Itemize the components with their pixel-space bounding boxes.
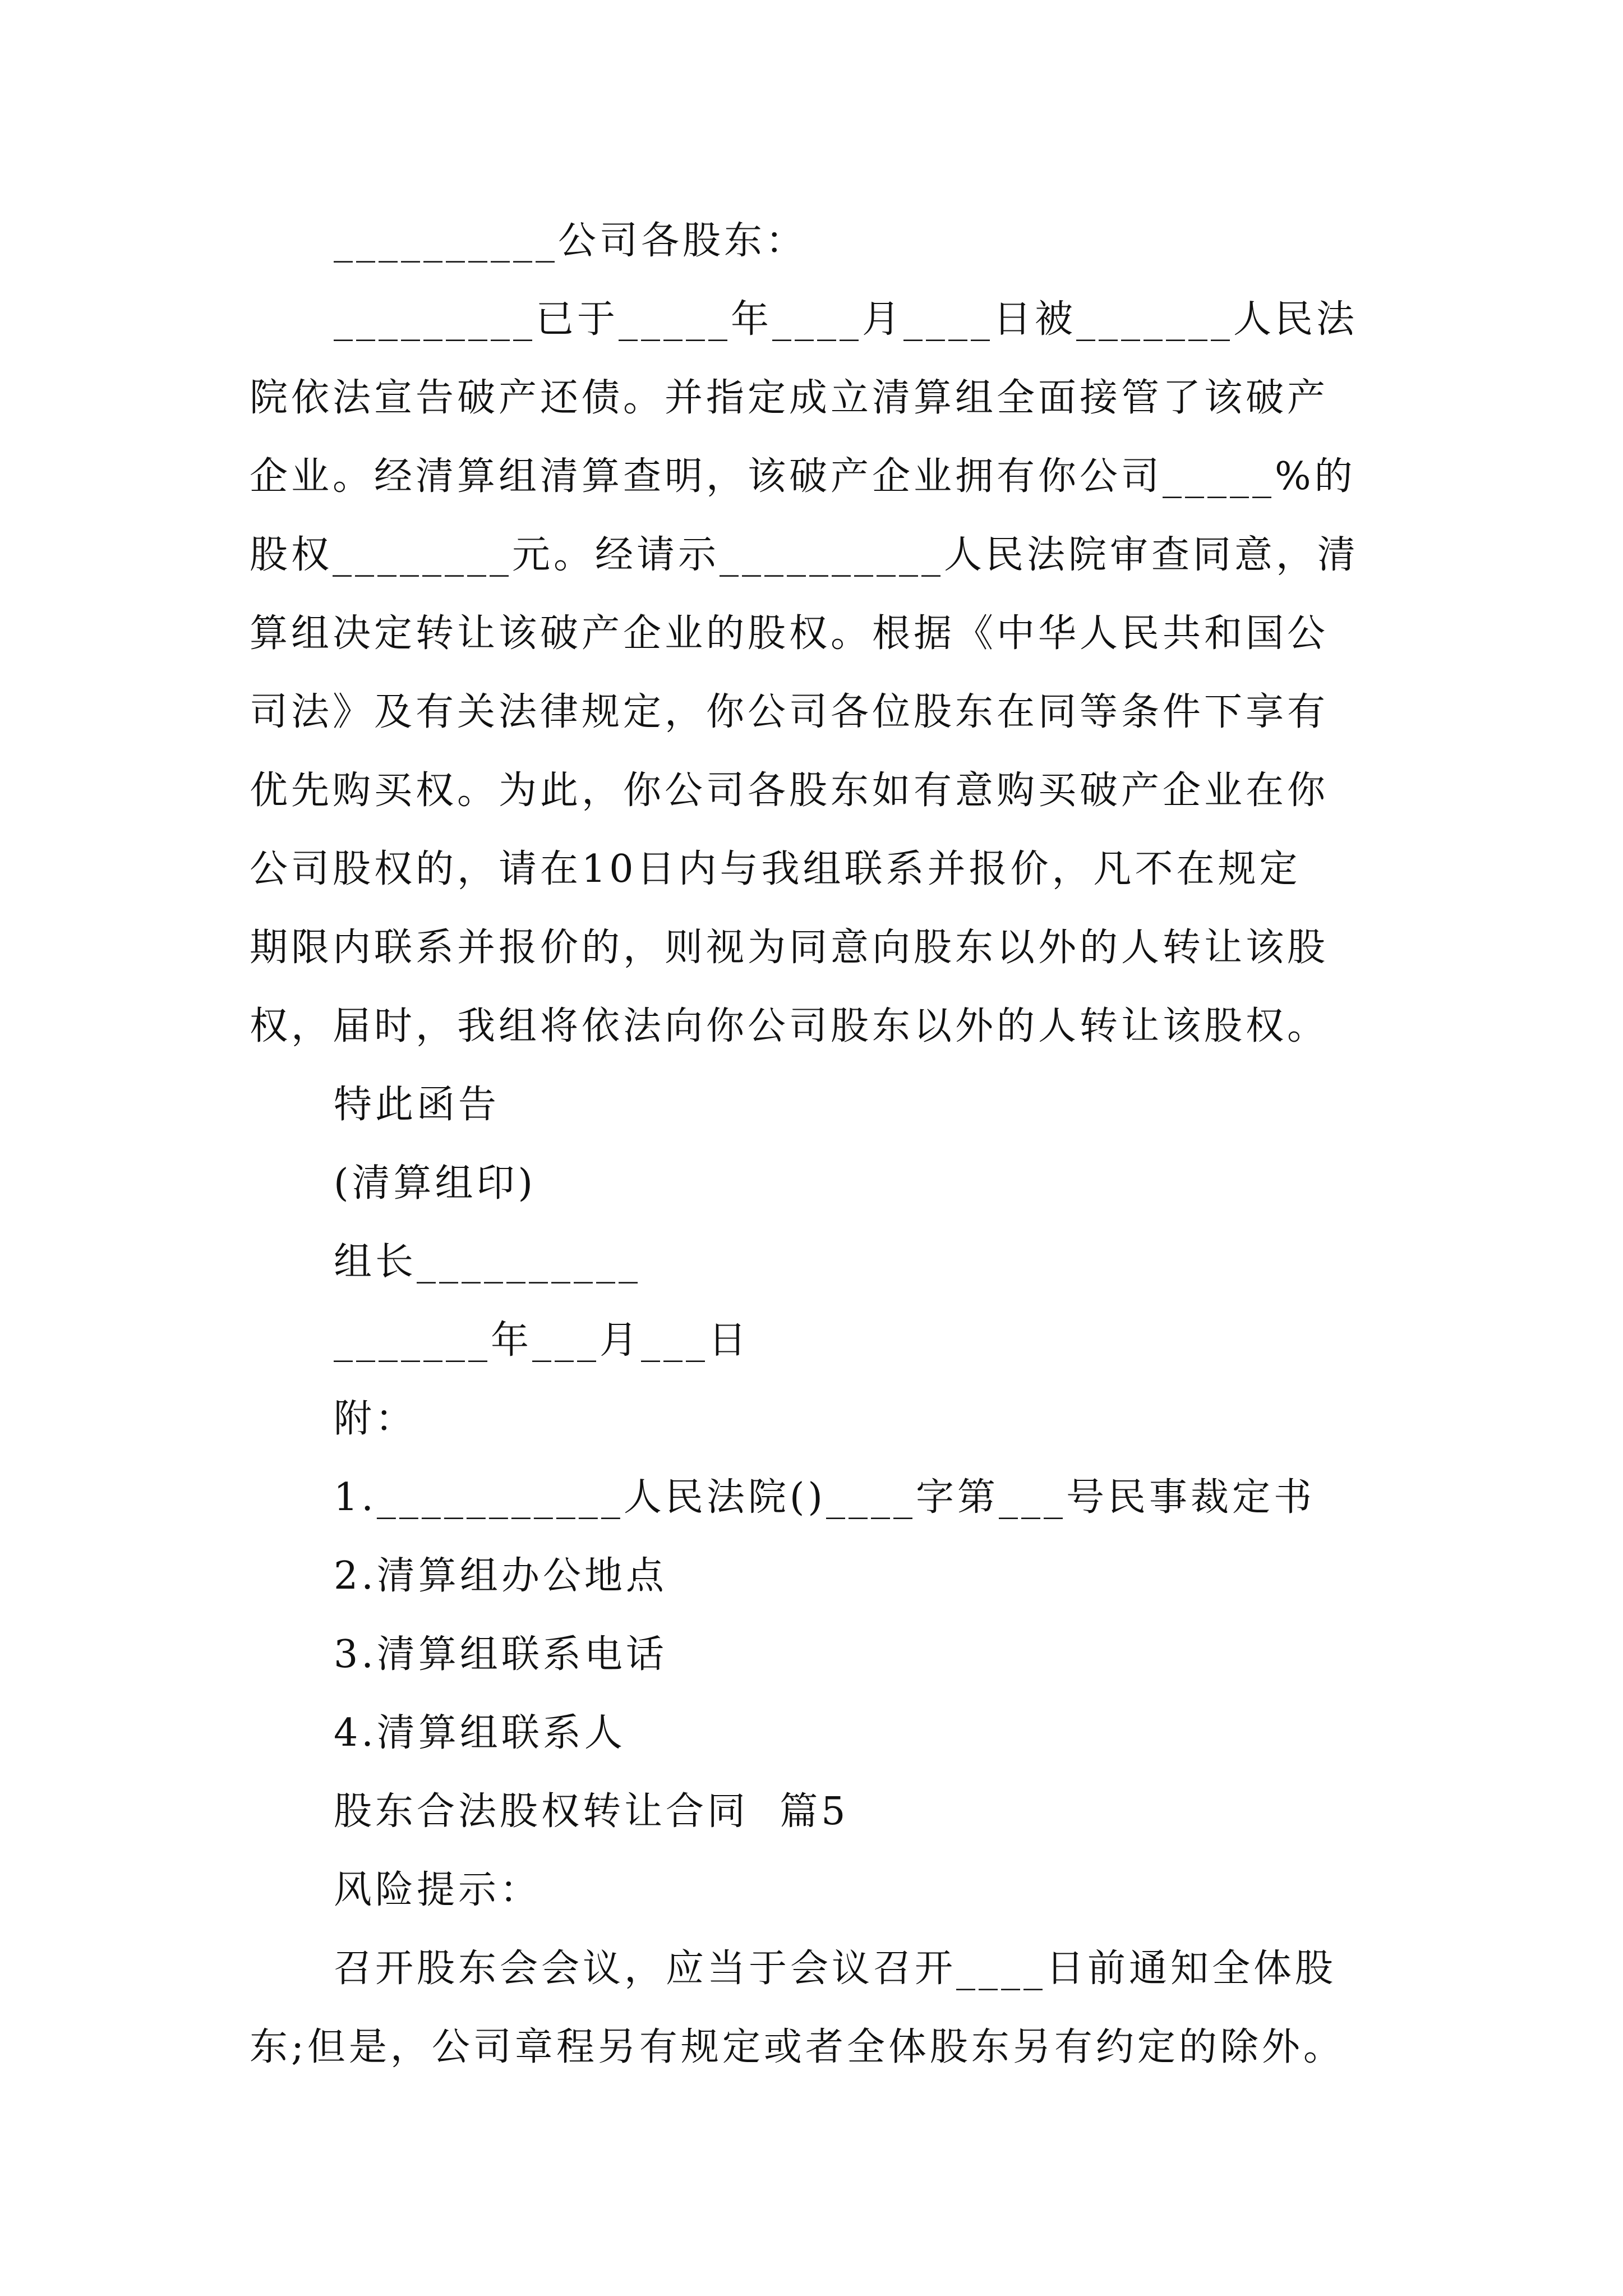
attachment-heading: 附： <box>334 1397 417 1441</box>
body-line: 司法》及有关法律规定，你公司各位股东在同等条件下享有 <box>250 690 1329 734</box>
body-line: 院依法宣告破产还债。并指定成立清算组全面接管了该破产 <box>250 376 1329 420</box>
risk-line: 东;但是，公司章程另有规定或者全体股东另有约定的除外。 <box>250 2025 1345 2069</box>
risk-line: 召开股东会会议，应当于会议召开____日前通知全体股 <box>334 1947 1337 1991</box>
salutation: __________公司各股东： <box>334 219 808 263</box>
body-line: 算组决定转让该破产企业的股权。根据《中华人民共和国公 <box>250 611 1329 656</box>
attachment-item: 1.___________人民法院()____字第___号民事裁定书 <box>334 1475 1315 1520</box>
closing-text: 特此函告 <box>334 1083 500 1127</box>
body-line: 股权________元。经请示__________人民法院审查同意，清 <box>250 533 1359 577</box>
body-line: 企业。经清算组清算查明，该破产企业拥有你公司_____%的 <box>250 454 1356 499</box>
body-line: _________已于_____年____月____日被_______人民法 <box>334 297 1358 342</box>
body-line: 优先购买权。为此，你公司各股东如有意购买破产企业在你 <box>250 769 1329 813</box>
leader-line: 组长__________ <box>334 1240 642 1284</box>
attachment-item: 4.清算组联系人 <box>334 1711 626 1755</box>
attachment-item: 2.清算组办公地点 <box>334 1554 667 1598</box>
date-line: _______年___月___日 <box>334 1318 750 1363</box>
body-line: 权，届时，我组将依法向你公司股东以外的人转让该股权。 <box>250 1004 1329 1048</box>
seal-text: (清算组印) <box>334 1161 537 1205</box>
body-line: 期限内联系并报价的，则视为同意向股东以外的人转让该股 <box>250 926 1329 970</box>
section-title: 股东合法股权转让合同 篇5 <box>334 1789 849 1834</box>
body-line: 公司股权的，请在10日内与我组联系并报价，凡不在规定 <box>250 847 1301 891</box>
risk-heading: 风险提示： <box>334 1868 542 1912</box>
attachment-item: 3.清算组联系电话 <box>334 1632 667 1677</box>
